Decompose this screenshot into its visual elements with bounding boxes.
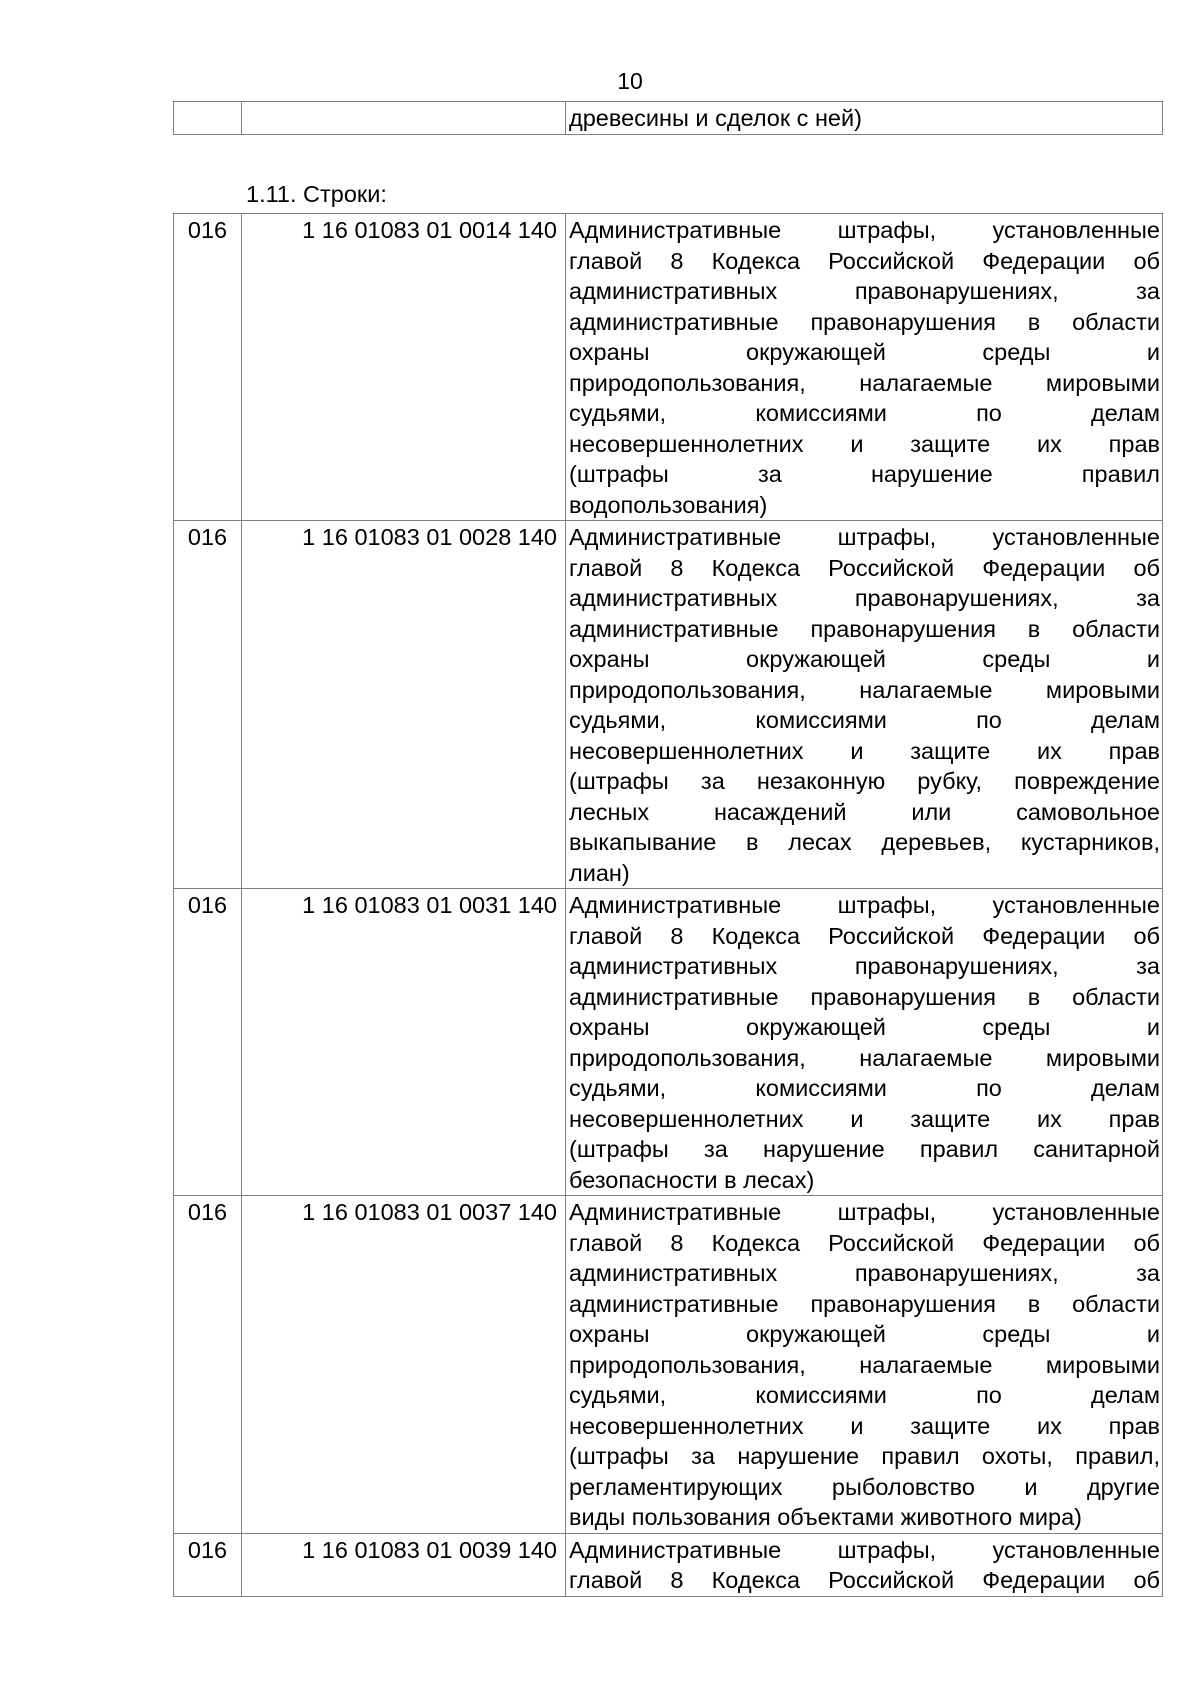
description-line: природопользования, налагаемые мировыми (569, 369, 1160, 396)
table-cell-kbk-code: 1 16 01083 01 0028 140 (242, 521, 566, 889)
description-line: главой 8 Кодекса Российской Федерации об (569, 554, 1160, 581)
table-cell-kbk-code (242, 102, 566, 135)
description-line: древесины и сделок с ней) (569, 105, 862, 131)
description-line: несовершеннолетних и защите их прав (569, 1105, 1160, 1132)
table-row (174, 889, 1163, 1196)
table-cell-kbk-code: 1 16 01083 01 0039 140 (242, 1533, 566, 1596)
description-line: несовершеннолетних и защите их прав (569, 430, 1160, 457)
description-line: главой 8 Кодекса Российской Федерации об (569, 1567, 1160, 1593)
description-line: административных правонарушениях, за (569, 278, 1160, 304)
table-cell-description (566, 1533, 1163, 1596)
description-line: водопользования) (569, 491, 768, 518)
description-line: главой 8 Кодекса Российской Федерации об (569, 1229, 1160, 1256)
description-line: лиан) (569, 859, 630, 886)
description-line: главой 8 Кодекса Российской Федерации об (569, 922, 1160, 949)
description-line: судьями, комиссиями по делам (569, 1382, 1160, 1408)
description-line: судьями, комиссиями по делам (569, 1075, 1160, 1101)
description-line: административные правонарушения в области (569, 615, 1160, 642)
description-line: административных правонарушениях, за (569, 585, 1160, 611)
continuation-table (173, 101, 1163, 135)
description-line: административные правонарушения в области (569, 983, 1160, 1010)
description-line: охраны окружающей среды и (569, 339, 1160, 365)
description-line: охраны окружающей среды и (569, 1321, 1160, 1347)
description-line: Административные штрафы, установленные (569, 217, 1160, 243)
description-line: виды пользования объектами животного мира) (569, 1504, 1082, 1530)
codes-table-body (174, 214, 1163, 1597)
table-cell-org-code (174, 102, 242, 135)
description-line: административных правонарушениях, за (569, 1260, 1160, 1286)
description-line: природопользования, налагаемые мировыми (569, 676, 1160, 703)
table-cell-org-code: 016 (174, 1533, 242, 1596)
table-row (174, 521, 1163, 889)
table-cell-org-code: 016 (174, 1196, 242, 1534)
table-cell-kbk-code: 1 16 01083 01 0037 140 (242, 1196, 566, 1534)
table-cell-org-code: 016 (174, 214, 242, 521)
description-line: административные правонарушения в области (569, 1290, 1160, 1317)
table-cell-description (566, 521, 1163, 889)
codes-table (173, 213, 1163, 1597)
description-line: судьями, комиссиями по делам (569, 707, 1160, 733)
description-line: административных правонарушениях, за (569, 953, 1160, 979)
table-cell-description (566, 102, 1163, 135)
description-line: Административные штрафы, установленные (569, 524, 1160, 550)
table-cell-org-code: 016 (174, 889, 242, 1196)
description-line: судьями, комиссиями по делам (569, 400, 1160, 426)
description-line: выкапывание в лесах деревьев, кустарников, (569, 829, 1160, 855)
table-row (174, 102, 1163, 135)
description-line: природопользования, налагаемые мировыми (569, 1351, 1160, 1378)
description-line: охраны окружающей среды и (569, 646, 1160, 672)
table-row (174, 214, 1163, 521)
description-line: (штрафы за нарушение правил (569, 461, 1160, 487)
description-line: (штрафы за незаконную рубку, повреждение (569, 768, 1160, 794)
description-line: несовершеннолетних и защите их прав (569, 1412, 1160, 1439)
table-cell-org-code: 016 (174, 521, 242, 889)
table-row (174, 1533, 1163, 1596)
section-heading: 1.11. Строки: (246, 181, 387, 207)
table-row (174, 1196, 1163, 1534)
description-line: административные правонарушения в области (569, 308, 1160, 335)
description-line: безопасности в лесах) (569, 1166, 815, 1193)
description-line: охраны окружающей среды и (569, 1014, 1160, 1040)
description-line: (штрафы за нарушение правил санитарной (569, 1136, 1160, 1162)
description-line: главой 8 Кодекса Российской Федерации об (569, 247, 1160, 274)
description-line: Административные штрафы, установленные (569, 1536, 1160, 1563)
description-line: Административные штрафы, установленные (569, 1199, 1160, 1225)
description-line: Административные штрафы, установленные (569, 892, 1160, 918)
description-line: (штрафы за нарушение правил охоты, правил, (569, 1443, 1160, 1469)
description-line: лесных насаждений или самовольное (569, 798, 1160, 825)
table-cell-kbk-code: 1 16 01083 01 0031 140 (242, 889, 566, 1196)
description-line: несовершеннолетних и защите их прав (569, 737, 1160, 764)
description-line: регламентирующих рыболовство и другие (569, 1473, 1160, 1500)
table-cell-description (566, 1196, 1163, 1534)
table-cell-description (566, 889, 1163, 1196)
page-number: 10 (617, 68, 643, 94)
description-line: природопользования, налагаемые мировыми (569, 1044, 1160, 1071)
table-cell-kbk-code: 1 16 01083 01 0014 140 (242, 214, 566, 521)
table-cell-description (566, 214, 1163, 521)
